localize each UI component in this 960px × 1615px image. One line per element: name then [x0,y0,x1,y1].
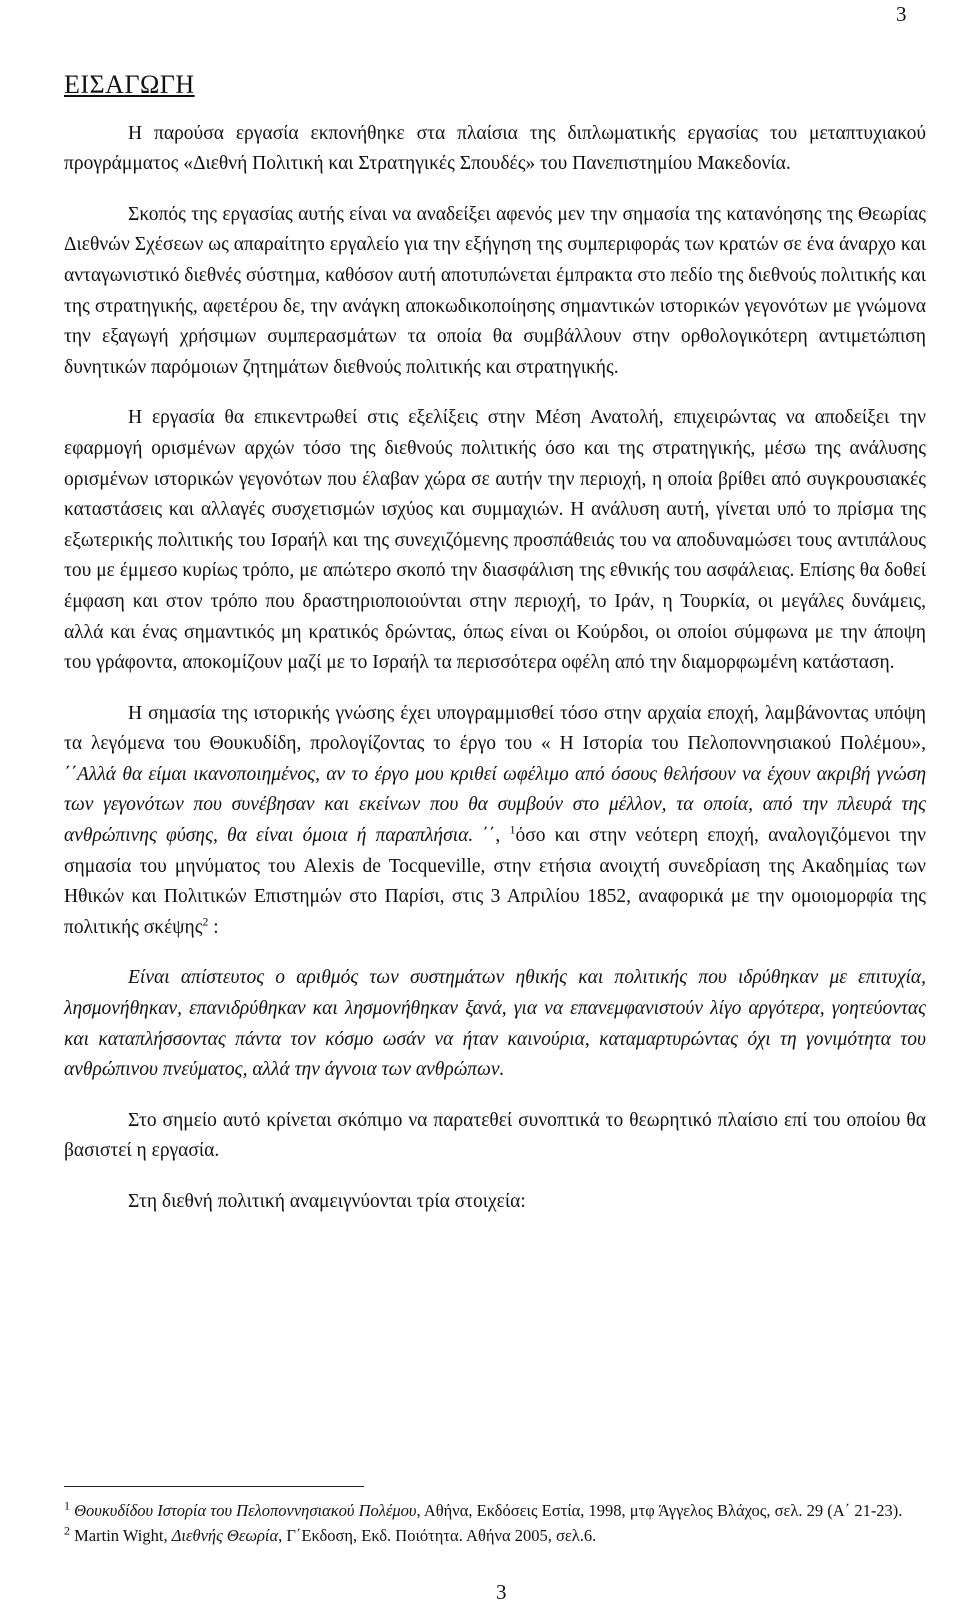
footnote-ref-2[interactable]: 2 [202,914,209,929]
history-text-c: όσο και στην νεότερη εποχή, αναλογιζόμενοι την σημασία του μηνύματος του Alexis de Tocqueville, στην ετήσια ανοιχτή συνεδρίαση της Ακαδημίας των Ηθικών και Πολιτικών Επιστημών στο Παρίσι, στις 3 Απριλίου 1852, αναφορικά με την ομοιομορφία της πολιτικής σκέψης [64,825,926,938]
footnotes [64,1498,926,1548]
thucydides-quote: ΄΄Αλλά θα είμαι ικανοποιημένος, αν το έργο μου κριθεί ωφέλιμο από όσους θελήσουν να έχουν ακριβή γνώση των γεγονότων που συνέβησαν και εκείνων που θα συμβούν στο μέλλον, τα οποία, από την πλευρά της ανθρώπινης φύσης, θα είναι όμοια ή παραπλήσια. [64,763,926,847]
footnote-2-number: 2 [64,1523,70,1538]
footnote-1 [64,1498,926,1523]
page-number-bottom: 3 [496,1580,507,1604]
footnote-1-number: 1 [64,1498,70,1513]
footnote-2-author: Martin Wight, [70,1526,172,1545]
paragraph-focus: Η εργασία θα επικεντρωθεί στις εξελίξεις στην Μέση Ανατολή, επιχειρώντας να αποδείξει την εφαρμογή ορισμένων αρχών τόσο της διεθνούς πολιτικής όσο και της στρατηγικής, μέσω της ανάλυσης ορισμένων ιστορικών γεγονότων που έλαβαν χώρα σε αυτήν την περιοχή, η οποία βρίθει από συγκρουσιακές καταστάσεις και αλλαγές συσχετισμών ισχύος και συμμαχιών. Η ανάλυση αυτή, γίνεται υπό το πρίσμα της εξωτερικής πολιτικής του Ισραήλ και της συνεχιζόμενης προσπάθειάς του να αποδυναμώσει τους αντιπάλους του με έμμεσο κυρίως τρόπο, με απώτερο σκοπό την διασφάλιση της εθνικής του ασφάλειας. Επίσης θα δοθεί έμφαση και στον τρόπο που δραστηριοποιούνται στην περιοχή, το Ιράν, η Τουρκία, οι μεγάλες δυνάμεις, αλλά και ένας σημαντικός μη κρατικός δρώντας, όπως είναι οι Κούρδοι, οι οποίοι σύμφωνα με την άποψη του γράφοντα, αποκομίζουν μαζί με το Ισραήλ τα περισσότερα οφέλη από την διαμορφωμένη κατάσταση. [64,407,926,674]
footnote-2-title: Διεθνής Θεωρία [171,1526,279,1545]
footnote-2-text: , Γ΄Εκδοση, Εκδ. Ποιότητα. Αθήνα 2005, σελ.6. [278,1526,597,1545]
tocqueville-quote: Είναι απίστευτος ο αριθμός των συστημάτων ηθικής και πολιτικής που ιδρύθηκαν με επιτυχία, λησμονήθηκαν, επανιδρύθηκαν και λησμονήθηκαν ξανά, για να επανεμφανιστούν λίγο αργότερα, γοητεύοντας και καταπλήσσοντας πάντα τον κόσμο ωσάν να ήταν καινούρια, καταμαρτυρώντας όχι τη γονιμότητα του ανθρώπινου πνεύματος, αλλά την άγνοια των ανθρώπων. [64,967,926,1081]
footnote-2 [64,1523,926,1548]
history-text-d: : [208,916,219,938]
history-text-a: Η σημασία της ιστορικής γνώσης έχει υπογραμμισθεί τόσο στην αρχαία εποχή, λαμβάνοντας υπόψη τα λεγόμενα του Θουκυδίδη, προλογίζοντας το έργο του « Η Ιστορία του Πελοποννησιακού Πολέμου», [64,702,926,755]
paragraph-intro: Η παρούσα εργασία εκπονήθηκε στα πλαίσια της διπλωματικής εργασίας του μεταπτυχιακού προγράμματος «Διεθνή Πολιτική και Στρατηγικές Σπουδές» του Πανεπιστημίου Μακεδονία. [64,122,926,175]
footnote-1-text: , Αθήνα, Εκδόσεις Εστία, 1998, μτφ Άγγελος Βλάχος, σελ. 29 (Α΄ 21-23). [416,1501,903,1520]
document-body [64,70,926,1232]
paragraph-elements: Στη διεθνή πολιτική αναμειγνύονται τρία στοιχεία: [128,1191,526,1212]
paragraph-history [64,699,926,944]
page-number-top: 3 [896,2,907,26]
history-text-b: ΄΄, [473,825,510,847]
paragraph-purpose: Σκοπός της εργασίας αυτής είναι να αναδείξει αφενός μεν την σημασία της κατανόησης της Θεωρίας Διεθνών Σχέσεων ως απαραίτητο εργαλείο για την εξήγηση της συμπεριφοράς των κρατών σε ένα άναρχο και ανταγωνιστικό διεθνές σύστημα, καθόσον αυτή αποτυπώνεται έμπρακτα στο πεδίο της διεθνούς πολιτικής και της στρατηγικής, αφετέρου δε, την ανάγκη αποκωδικοποίησης σημαντικών ιστορικών γεγονότων με γνώμονα την εξαγωγή χρήσιμων συμπερασμάτων τα οποία θα συμβάλλουν στην ορθολογικότερη αντιμετώπιση δυνητικών παρόμοιων ζητημάτων διεθνούς πολιτικής και στρατηγικής. [64,203,926,378]
footnote-1-title: Θουκυδίδου Ιστορία του Πελοποννησιακού Πολέμου [74,1501,417,1520]
paragraph-framework: Στο σημείο αυτό κρίνεται σκόπιμο να παρατεθεί συνοπτικά το θεωρητικό πλαίσιο επί του οποίου θα βασιστεί η εργασία. [64,1109,926,1162]
footnote-ref-1[interactable]: 1 [509,822,516,837]
page-title: ΕΙΣΑΓΩΓΗ [64,70,195,99]
footnote-divider [64,1486,364,1487]
